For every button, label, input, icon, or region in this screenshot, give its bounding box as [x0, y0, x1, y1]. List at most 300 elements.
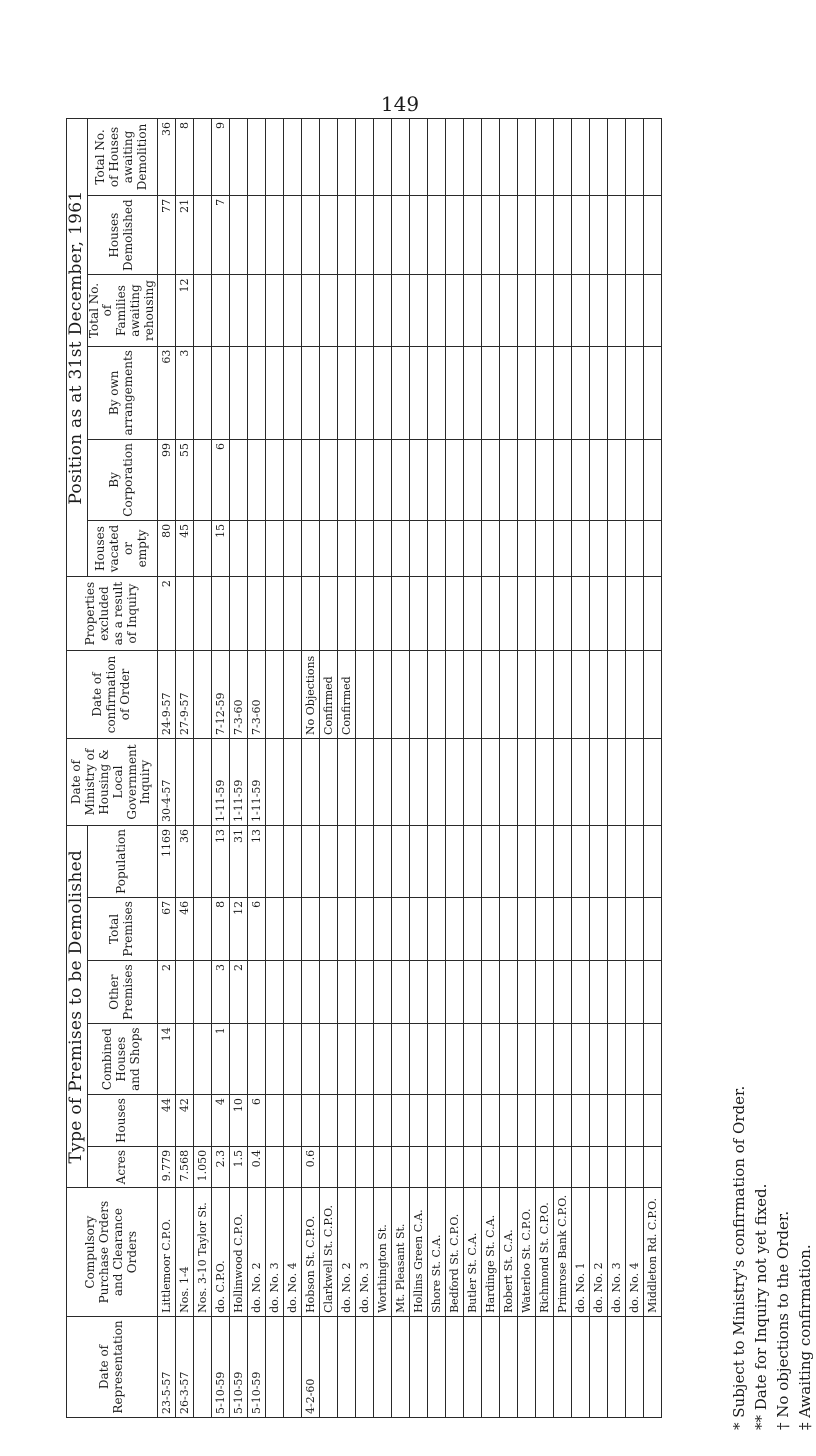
- cell-vac: [445, 520, 463, 576]
- cell-own: [463, 346, 481, 439]
- cell-dem: [463, 195, 481, 275]
- table-row: [265, 119, 283, 1418]
- cell-excl: [409, 577, 427, 651]
- cell-total: [265, 897, 283, 960]
- cell-other: [643, 960, 661, 1023]
- table-row: [463, 119, 481, 1418]
- table-row: [193, 119, 211, 1418]
- cell-wait: [553, 275, 571, 346]
- cell-corp: [571, 439, 589, 520]
- cell-dem: 21: [175, 195, 193, 275]
- cell-cpo: Nos. 3-10 Taylor St.: [193, 1188, 211, 1317]
- cell-excl: [481, 577, 499, 651]
- cell-await: [247, 119, 265, 196]
- cell-comb: [571, 1024, 589, 1095]
- cell-own: [211, 346, 229, 439]
- cell-dem: [553, 195, 571, 275]
- cell-houses: [265, 1095, 283, 1147]
- clearance-table: [66, 118, 662, 1418]
- cell-cpo: Shore St. C.A.: [427, 1188, 445, 1317]
- cell-comb: [499, 1024, 517, 1095]
- cell-corp: [391, 439, 409, 520]
- cell-acres: [553, 1146, 571, 1187]
- cell-total: [625, 897, 643, 960]
- cell-other: 2: [229, 960, 247, 1023]
- cell-wait: 12: [175, 275, 193, 346]
- cell-houses: [193, 1095, 211, 1147]
- cell-comb: [175, 1024, 193, 1095]
- cell-excl: [355, 577, 373, 651]
- cell-vac: [571, 520, 589, 576]
- cell-cpo: Hobson St. C.P.O.: [301, 1188, 319, 1317]
- cell-vac: [247, 520, 265, 576]
- cell-vac: [373, 520, 391, 576]
- table-row: [445, 119, 463, 1418]
- header-group-position: Position as at 31st December, 1961: [67, 119, 88, 577]
- cell-corp: [643, 439, 661, 520]
- cell-other: [301, 960, 319, 1023]
- cell-inq: [517, 738, 535, 825]
- cell-dem: 77: [157, 195, 175, 275]
- cell-corp: [589, 439, 607, 520]
- cell-inq: [571, 738, 589, 825]
- cell-wait: [607, 275, 625, 346]
- cell-wait: [229, 275, 247, 346]
- cell-pop: [607, 826, 625, 898]
- cell-cpo: Worthington St.: [373, 1188, 391, 1317]
- cell-vac: [337, 520, 355, 576]
- cell-other: [265, 960, 283, 1023]
- cell-comb: [409, 1024, 427, 1095]
- cell-inq: [463, 738, 481, 825]
- cell-own: [643, 346, 661, 439]
- cell-acres: [643, 1146, 661, 1187]
- cell-own: [535, 346, 553, 439]
- cell-wait: [193, 275, 211, 346]
- cell-acres: [589, 1146, 607, 1187]
- cell-excl: [553, 577, 571, 651]
- cell-acres: 1.5: [229, 1146, 247, 1187]
- cell-houses: [571, 1095, 589, 1147]
- cell-excl: [427, 577, 445, 651]
- cell-comb: [463, 1024, 481, 1095]
- cell-vac: [391, 520, 409, 576]
- cell-date: [355, 1316, 373, 1417]
- cell-corp: [445, 439, 463, 520]
- cell-corp: [607, 439, 625, 520]
- cell-wait: [391, 275, 409, 346]
- cell-await: [589, 119, 607, 196]
- cell-houses: [517, 1095, 535, 1147]
- cell-corp: [427, 439, 445, 520]
- cell-vac: [643, 520, 661, 576]
- cell-comb: [229, 1024, 247, 1095]
- cell-conf: [355, 651, 373, 739]
- cell-excl: [463, 577, 481, 651]
- cell-wait: [355, 275, 373, 346]
- cell-conf: [481, 651, 499, 739]
- cell-acres: [319, 1146, 337, 1187]
- cell-corp: [463, 439, 481, 520]
- cell-wait: [427, 275, 445, 346]
- table-row: [319, 119, 337, 1418]
- cell-date: 4-2-60: [301, 1316, 319, 1417]
- cell-corp: [229, 439, 247, 520]
- cell-total: [391, 897, 409, 960]
- cell-acres: 0.6: [301, 1146, 319, 1187]
- cell-dem: [247, 195, 265, 275]
- cell-dem: [409, 195, 427, 275]
- cell-excl: [499, 577, 517, 651]
- cell-date: [607, 1316, 625, 1417]
- cell-wait: [463, 275, 481, 346]
- cell-cpo: Littlemoor C.P.O.: [157, 1188, 175, 1317]
- cell-comb: [625, 1024, 643, 1095]
- cell-pop: [265, 826, 283, 898]
- cell-own: [409, 346, 427, 439]
- cell-inq: [373, 738, 391, 825]
- header-date-representation: Date of Representation: [67, 1316, 158, 1417]
- cell-other: [319, 960, 337, 1023]
- cell-await: [319, 119, 337, 196]
- cell-date: [499, 1316, 517, 1417]
- cell-own: [427, 346, 445, 439]
- cell-inq: [643, 738, 661, 825]
- cell-own: [229, 346, 247, 439]
- cell-date: [319, 1316, 337, 1417]
- cell-dem: [229, 195, 247, 275]
- footnote: † No objections to the Order.: [774, 1210, 792, 1430]
- cell-vac: [427, 520, 445, 576]
- cell-excl: [301, 577, 319, 651]
- cell-total: [283, 897, 301, 960]
- cell-own: [445, 346, 463, 439]
- cell-dem: [427, 195, 445, 275]
- cell-excl: [283, 577, 301, 651]
- cell-inq: [301, 738, 319, 825]
- cell-acres: [445, 1146, 463, 1187]
- cell-total: [643, 897, 661, 960]
- table-row: [571, 119, 589, 1418]
- cell-dem: [301, 195, 319, 275]
- cell-pop: [517, 826, 535, 898]
- cell-houses: [553, 1095, 571, 1147]
- table-row: [337, 119, 355, 1418]
- cell-own: [193, 346, 211, 439]
- cell-corp: [499, 439, 517, 520]
- cell-pop: [643, 826, 661, 898]
- table-row: [373, 119, 391, 1418]
- cell-conf: [553, 651, 571, 739]
- cell-inq: [625, 738, 643, 825]
- cell-inq: [427, 738, 445, 825]
- cell-total: [319, 897, 337, 960]
- cell-await: [409, 119, 427, 196]
- cell-acres: [283, 1146, 301, 1187]
- cell-other: [517, 960, 535, 1023]
- cell-dem: [355, 195, 373, 275]
- cell-other: [571, 960, 589, 1023]
- header-combined: Combined Houses and Shops: [87, 1024, 157, 1095]
- cell-pop: [499, 826, 517, 898]
- header-other: Other Premises: [87, 960, 157, 1023]
- cell-pop: [355, 826, 373, 898]
- table-row: [427, 119, 445, 1418]
- cell-vac: [589, 520, 607, 576]
- cell-own: [589, 346, 607, 439]
- cell-cpo: do. C.P.O.: [211, 1188, 229, 1317]
- cell-date: [283, 1316, 301, 1417]
- cell-corp: [517, 439, 535, 520]
- cell-inq: 1-11-59: [229, 738, 247, 825]
- cell-total: [589, 897, 607, 960]
- cell-dem: [391, 195, 409, 275]
- cell-vac: [463, 520, 481, 576]
- cell-date: [517, 1316, 535, 1417]
- cell-date: [553, 1316, 571, 1417]
- cell-other: [499, 960, 517, 1023]
- cell-total: [373, 897, 391, 960]
- cell-other: [607, 960, 625, 1023]
- cell-total: [517, 897, 535, 960]
- cell-acres: [535, 1146, 553, 1187]
- cell-dem: [283, 195, 301, 275]
- cell-vac: [607, 520, 625, 576]
- cell-pop: [409, 826, 427, 898]
- cell-acres: [481, 1146, 499, 1187]
- cell-other: [463, 960, 481, 1023]
- cell-excl: [391, 577, 409, 651]
- cell-comb: [445, 1024, 463, 1095]
- cell-other: [337, 960, 355, 1023]
- cell-await: [427, 119, 445, 196]
- header-houses: Houses: [87, 1095, 157, 1147]
- header-by-own: By own arrangements: [87, 346, 157, 439]
- cell-dem: 7: [211, 195, 229, 275]
- cell-conf: [517, 651, 535, 739]
- cell-cpo: do. No. 4: [625, 1188, 643, 1317]
- cell-wait: [301, 275, 319, 346]
- cell-inq: [607, 738, 625, 825]
- cell-houses: [607, 1095, 625, 1147]
- cell-other: [625, 960, 643, 1023]
- cell-pop: [193, 826, 211, 898]
- cell-comb: [265, 1024, 283, 1095]
- table-row: [175, 119, 193, 1418]
- cell-own: [373, 346, 391, 439]
- cell-other: 2: [157, 960, 175, 1023]
- cell-inq: [175, 738, 193, 825]
- cell-conf: [283, 651, 301, 739]
- cell-other: [409, 960, 427, 1023]
- cell-total: 67: [157, 897, 175, 960]
- cell-cpo: do. No. 1: [571, 1188, 589, 1317]
- cell-other: [481, 960, 499, 1023]
- cell-pop: [589, 826, 607, 898]
- cell-conf: [499, 651, 517, 739]
- cell-conf: [265, 651, 283, 739]
- cell-wait: [337, 275, 355, 346]
- cell-excl: [607, 577, 625, 651]
- cell-vac: 80: [157, 520, 175, 576]
- cell-wait: [643, 275, 661, 346]
- cell-comb: [391, 1024, 409, 1095]
- cell-houses: [445, 1095, 463, 1147]
- cell-corp: 55: [175, 439, 193, 520]
- cell-excl: [265, 577, 283, 651]
- table-row: [517, 119, 535, 1418]
- cell-await: [391, 119, 409, 196]
- cell-houses: [481, 1095, 499, 1147]
- cell-dem: [607, 195, 625, 275]
- table-row: [499, 119, 517, 1418]
- cell-own: [337, 346, 355, 439]
- cell-excl: [589, 577, 607, 651]
- cell-houses: [355, 1095, 373, 1147]
- table-row: [247, 119, 265, 1418]
- cell-corp: 99: [157, 439, 175, 520]
- cell-comb: [553, 1024, 571, 1095]
- cell-other: [535, 960, 553, 1023]
- cell-other: [175, 960, 193, 1023]
- cell-acres: [625, 1146, 643, 1187]
- header-acres: Acres: [87, 1146, 157, 1187]
- cell-comb: 1: [211, 1024, 229, 1095]
- cell-cpo: Richmond St. C.P.O.: [535, 1188, 553, 1317]
- page-number: 149: [380, 92, 420, 116]
- cell-houses: [337, 1095, 355, 1147]
- cell-inq: [481, 738, 499, 825]
- cell-houses: [373, 1095, 391, 1147]
- cell-comb: [373, 1024, 391, 1095]
- cell-acres: 2.3: [211, 1146, 229, 1187]
- cell-conf: [391, 651, 409, 739]
- cell-await: [193, 119, 211, 196]
- cell-pop: 36: [175, 826, 193, 898]
- cell-other: [283, 960, 301, 1023]
- cell-vac: [355, 520, 373, 576]
- cell-acres: [427, 1146, 445, 1187]
- header-group-demolish: Type of Premises to be Demolished: [67, 826, 88, 1188]
- cell-other: [589, 960, 607, 1023]
- table-row: [607, 119, 625, 1418]
- cell-houses: 4: [211, 1095, 229, 1147]
- cell-date: [427, 1316, 445, 1417]
- footnote: ‡ Awaiting confirmation.: [796, 1244, 814, 1430]
- cell-total: 8: [211, 897, 229, 960]
- cell-await: [571, 119, 589, 196]
- cell-pop: [319, 826, 337, 898]
- cell-date: [193, 1316, 211, 1417]
- cell-corp: [319, 439, 337, 520]
- cell-comb: [193, 1024, 211, 1095]
- cell-conf: [193, 651, 211, 739]
- cell-acres: [337, 1146, 355, 1187]
- cell-houses: [463, 1095, 481, 1147]
- cell-await: [499, 119, 517, 196]
- cell-houses: [319, 1095, 337, 1147]
- cell-cpo: Butler St. C.A.: [463, 1188, 481, 1317]
- cell-pop: [553, 826, 571, 898]
- cell-dem: [319, 195, 337, 275]
- header-excluded: Properties excluded as a result of Inquiry: [67, 577, 158, 651]
- cell-date: [643, 1316, 661, 1417]
- cell-date: [409, 1316, 427, 1417]
- cell-total: [193, 897, 211, 960]
- cell-houses: [589, 1095, 607, 1147]
- cell-corp: [553, 439, 571, 520]
- cell-acres: [409, 1146, 427, 1187]
- cell-dem: [625, 195, 643, 275]
- cell-excl: [175, 577, 193, 651]
- cell-acres: [571, 1146, 589, 1187]
- cell-await: [301, 119, 319, 196]
- header-population: Population: [87, 826, 157, 898]
- footnote: ** Date for Inquiry not yet fixed.: [752, 1183, 770, 1430]
- cell-vac: [481, 520, 499, 576]
- cell-excl: [319, 577, 337, 651]
- cell-wait: [517, 275, 535, 346]
- cell-vac: [229, 520, 247, 576]
- cell-await: [283, 119, 301, 196]
- cell-corp: [535, 439, 553, 520]
- cell-inq: [283, 738, 301, 825]
- table-row: [643, 119, 661, 1418]
- cell-total: [463, 897, 481, 960]
- cell-date: [589, 1316, 607, 1417]
- cell-dem: [373, 195, 391, 275]
- cell-total: [499, 897, 517, 960]
- cell-comb: 14: [157, 1024, 175, 1095]
- cell-conf: 27-9-57: [175, 651, 193, 739]
- cell-conf: [463, 651, 481, 739]
- cell-date: 26-3-57: [175, 1316, 193, 1417]
- cell-cpo: do. No. 2: [337, 1188, 355, 1317]
- header-families-awaiting: Total No. of Families awaiting rehousing: [87, 275, 157, 346]
- cell-corp: [247, 439, 265, 520]
- cell-cpo: Nos. 1-4: [175, 1188, 193, 1317]
- cell-inq: [337, 738, 355, 825]
- cell-inq: [391, 738, 409, 825]
- cell-total: 12: [229, 897, 247, 960]
- table-row: [409, 119, 427, 1418]
- cell-await: 9: [211, 119, 229, 196]
- cell-excl: [193, 577, 211, 651]
- cell-excl: 2: [157, 577, 175, 651]
- cell-comb: [301, 1024, 319, 1095]
- cell-dem: [535, 195, 553, 275]
- cell-total: [301, 897, 319, 960]
- cell-acres: 7.568: [175, 1146, 193, 1187]
- cell-wait: [211, 275, 229, 346]
- cell-total: [481, 897, 499, 960]
- header-awaiting-demolition: Total No. of Houses awaiting Demolition: [87, 119, 157, 196]
- table-row: [625, 119, 643, 1418]
- cell-excl: [211, 577, 229, 651]
- cell-date: 23-5-57: [157, 1316, 175, 1417]
- cell-other: [553, 960, 571, 1023]
- cell-total: [427, 897, 445, 960]
- cell-acres: [499, 1146, 517, 1187]
- cell-total: 6: [247, 897, 265, 960]
- cell-dem: [499, 195, 517, 275]
- cell-conf: 7-3-60: [247, 651, 265, 739]
- cell-date: [373, 1316, 391, 1417]
- cell-conf: [643, 651, 661, 739]
- cell-own: [355, 346, 373, 439]
- cell-wait: [481, 275, 499, 346]
- cell-dem: [589, 195, 607, 275]
